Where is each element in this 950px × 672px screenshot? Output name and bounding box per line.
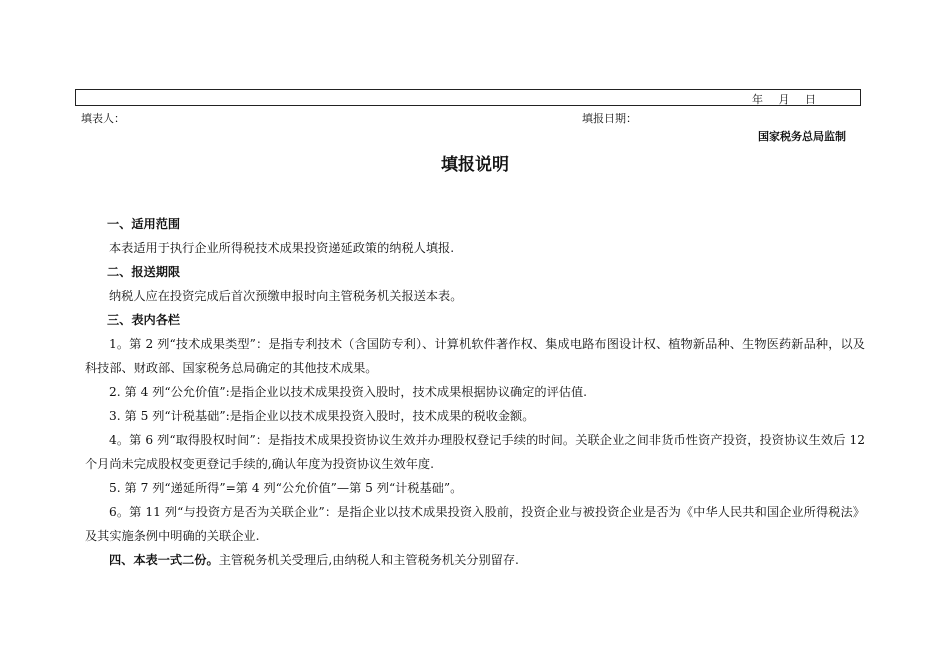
section-heading-columns: 三、表内各栏 <box>107 313 181 327</box>
section-body-copies: 主管税务机关受理后,由纳税人和主管税务机关分别留存. <box>218 553 519 567</box>
fill-date-label: 填报日期： <box>582 112 637 125</box>
instructions-body <box>85 212 865 572</box>
section-copies <box>85 548 865 572</box>
column-item-6: 6。第 11 列“与投资方是否为关联企业”：是指企业以技术成果投资入股前，投资企业与被投资企业是否为《中华人民共和国企业所得税法》及其实施条例中明确的关联企业. <box>85 505 865 543</box>
page-title: 填报说明 <box>441 155 509 175</box>
signature-date-row <box>75 89 861 106</box>
column-item-5: 5. 第 7 列“递延所得”=第 4 列“公允价值”—第 5 列“计税基础”。 <box>109 481 463 495</box>
supervisor-label: 国家税务总局监制 <box>758 130 846 143</box>
section-body-deadline: 纳税人应在投资完成后首次预缴申报时向主管税务机关报送本表。 <box>109 289 463 303</box>
column-item-3: 3. 第 5 列“计税基础”:是指企业以技术成果投资入股时，技术成果的税收金额。 <box>109 409 535 423</box>
section-heading-scope: 一、适用范围 <box>107 217 181 231</box>
date-label: 年 月 日 <box>752 93 818 106</box>
section-body-scope: 本表适用于执行企业所得税技术成果投资递延政策的纳税人填报. <box>109 241 455 255</box>
section-heading-copies: 四、本表一式二份。 <box>109 553 219 567</box>
section-heading-deadline: 二、报送期限 <box>107 265 181 279</box>
column-item-4: 4。第 6 列“取得股权时间”：是指技术成果投资协议生效并办理股权登记手续的时间。关联企业之间非货币性资产投资，投资协议生效后 12 个月尚未完成股权变更登记手续的,确认年度为投资协议生效年度. <box>85 433 865 471</box>
column-item-1: 1。第 2 列“技术成果类型”：是指专利技术（含国防专利）、计算机软件著作权、集成电路布图设计权、植物新品种、生物医药新品种，以及科技部、财政部、国家税务总局确定的其他技术成果。 <box>85 337 865 375</box>
filler-label: 填表人： <box>81 112 125 125</box>
column-item-2: 2. 第 4 列“公允价值”:是指企业以技术成果投资入股时，技术成果根据协议确定的评估值. <box>109 385 588 399</box>
